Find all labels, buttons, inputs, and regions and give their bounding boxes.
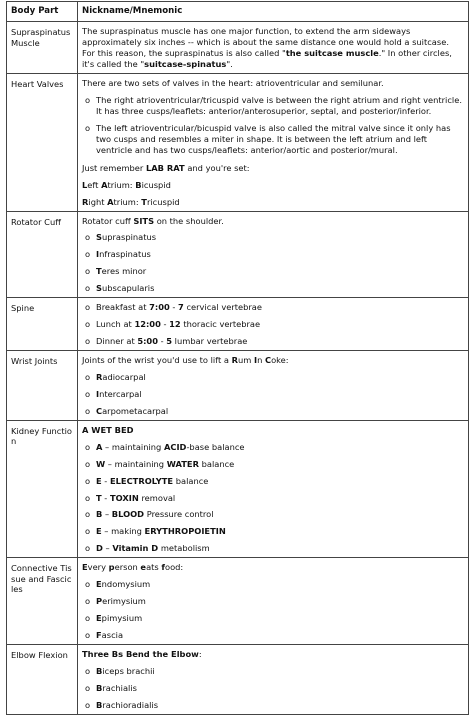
text-run: nfraspinatus [99, 249, 151, 260]
text-run: upraspinatus [101, 232, 157, 243]
list-item [82, 630, 464, 641]
mnemonic-list [82, 442, 464, 555]
text-run: balance [198, 458, 235, 469]
bold-text: D [96, 543, 103, 554]
list-item [82, 389, 464, 400]
list-item [82, 266, 464, 277]
text-run: ats [146, 562, 162, 573]
text-run: ntercarpal [99, 388, 142, 399]
table-row [7, 74, 469, 211]
list-item [82, 459, 464, 470]
list-item [82, 476, 464, 487]
bold-text: R [231, 355, 239, 366]
list-item [82, 613, 464, 624]
bold-text: BLOOD [111, 509, 145, 520]
text-run: Breakfast at [96, 302, 150, 313]
bullet-icon: o [85, 475, 91, 486]
bold-text: C [96, 405, 103, 416]
list-item [82, 509, 464, 520]
body-part-cell-rotator-cuff: Rotator Cuff [7, 211, 78, 298]
table-row [7, 558, 469, 645]
mnemonic-list [82, 666, 464, 711]
body-part-cell-wrist-joints: Wrist Joints [7, 351, 78, 421]
bold-text: E [82, 562, 88, 573]
bold-text: B [96, 699, 103, 710]
mnemonic-list [82, 579, 464, 641]
body-part-cell-spine: Spine [7, 298, 78, 351]
text-run: ". [226, 59, 233, 70]
bullet-icon: o [85, 579, 91, 590]
bold-text: S [96, 283, 102, 294]
list-item [82, 493, 464, 504]
list-item [82, 683, 464, 694]
text-run: ." In other circles, it's called the " [82, 48, 452, 70]
bullet-icon: o [85, 596, 91, 607]
list-item [82, 123, 464, 156]
bold-text: S [96, 232, 102, 243]
bullet-icon: o [85, 232, 91, 243]
list-item [82, 249, 464, 260]
table-row [7, 644, 469, 714]
mnemonic-cell-heart-valves [78, 74, 469, 211]
bold-text: p [108, 562, 115, 573]
text-run: ndomysium [101, 579, 151, 590]
bold-text: E [96, 526, 102, 537]
list-item [82, 283, 464, 294]
table-row [7, 420, 469, 558]
text-run: um [238, 355, 254, 366]
bullet-icon: o [85, 509, 91, 520]
mnemonic-list [82, 95, 464, 156]
table-body [7, 22, 469, 714]
text-run: - [101, 475, 110, 486]
bold-text: B [96, 665, 103, 676]
table-row [7, 22, 469, 74]
body-part-cell-elbow-flexion: Elbow Flexion [7, 644, 78, 714]
bold-text: B [96, 682, 103, 693]
bullet-icon: o [85, 630, 91, 641]
text-run: icuspid [141, 179, 171, 190]
text-run: erimysium [102, 596, 146, 607]
bullet-icon: o [85, 336, 91, 347]
list-item [82, 442, 464, 453]
text-run: – [102, 543, 113, 554]
mnemonic-paragraph [82, 425, 464, 436]
mnemonic-cell-spine [78, 298, 469, 351]
mnemonic-cell-wrist-joints [78, 351, 469, 421]
bold-text: B [135, 179, 142, 190]
bullet-icon: o [85, 441, 91, 452]
text-run: ricuspid [146, 196, 180, 207]
text-run: -base balance [186, 441, 245, 452]
text-run: iceps brachii [102, 665, 155, 676]
list-item [82, 543, 464, 554]
mnemonic-list [82, 372, 464, 417]
text-run: Joints of the wrist you'd use to lift a [82, 355, 232, 366]
mnemonic-table [6, 1, 469, 715]
text-run: ood: [165, 562, 184, 573]
bold-text: T [96, 266, 102, 277]
text-run: Rotator cuff [82, 215, 134, 226]
table-row [7, 298, 469, 351]
bold-text: 7 [178, 302, 184, 313]
text-run: removal [138, 492, 176, 503]
bullet-icon: o [85, 95, 91, 106]
text-run: rachioradialis [102, 699, 159, 710]
list-item [82, 336, 464, 347]
bold-text: I [96, 249, 100, 260]
mnemonic-paragraph [82, 355, 464, 366]
bold-text: C [265, 355, 272, 366]
text-run: : [198, 648, 202, 659]
text-run: and you're set: [184, 162, 250, 173]
text-run: - [169, 302, 179, 313]
mnemonic-paragraph [82, 78, 464, 89]
bold-text: B [96, 509, 103, 520]
bold-text: WATER [166, 458, 199, 469]
bold-text: A [107, 196, 114, 207]
text-run: - [101, 492, 110, 503]
mnemonic-paragraph [82, 26, 464, 70]
bold-text: 12:00 [134, 319, 161, 330]
bold-text: ACID [163, 441, 187, 452]
text-run: Just remember [82, 162, 146, 173]
text-run: – making [101, 526, 145, 537]
list-item [82, 406, 464, 417]
bold-text: W [96, 458, 106, 469]
text-run: – maintaining [105, 458, 167, 469]
text-run: oke: [271, 355, 289, 366]
bold-text: L [82, 179, 88, 190]
bold-text: I [96, 388, 100, 399]
text-run: - [160, 319, 170, 330]
bullet-icon: o [85, 699, 91, 710]
text-run: ight [88, 196, 108, 207]
list-item [82, 95, 464, 117]
bold-text: E [96, 475, 102, 486]
text-run: – maintaining [102, 441, 164, 452]
text-run: pimysium [101, 613, 143, 624]
bold-text: 5:00 [137, 336, 158, 347]
bullet-icon: o [85, 249, 91, 260]
mnemonic-cell-elbow-flexion [78, 644, 469, 714]
bold-text: E [96, 579, 102, 590]
text-run: lumbar vertebrae [172, 336, 248, 347]
bullet-icon: o [85, 302, 91, 313]
text-run: - [157, 336, 167, 347]
list-item [82, 700, 464, 711]
body-part-cell-heart-valves: Heart Valves [7, 74, 78, 211]
text-run: n [257, 355, 265, 366]
bold-text: e [140, 562, 147, 573]
mnemonic-cell-connective-tissue-and-fascicles [78, 558, 469, 645]
bold-text: Vitamin D [112, 543, 159, 554]
body-part-cell-supraspinatus-muscle: Supraspinatus Muscle [7, 22, 78, 74]
bold-text: I [254, 355, 258, 366]
text-run: on the shoulder. [154, 215, 224, 226]
bold-text: 12 [169, 319, 181, 330]
bold-text: f [161, 562, 165, 573]
bold-text: 7:00 [149, 302, 170, 313]
bullet-icon: o [85, 543, 91, 554]
mnemonic-cell-rotator-cuff [78, 211, 469, 298]
table-header-row [7, 2, 469, 22]
text-run: balance [173, 475, 209, 486]
list-item [82, 596, 464, 607]
bold-text: R [82, 196, 89, 207]
header-nickname-mnemonic: Nickname/Mnemonic [78, 2, 469, 22]
text-run: trium: [107, 179, 136, 190]
text-run: Dinner at [96, 336, 138, 347]
list-item [82, 372, 464, 383]
bold-text: E [96, 613, 102, 624]
text-run: Lunch at [96, 319, 135, 330]
text-run: ascia [101, 630, 124, 641]
text-run: eres minor [101, 266, 147, 277]
bold-text: SITS [133, 215, 155, 226]
bullet-icon: o [85, 122, 91, 133]
bullet-icon: o [85, 682, 91, 693]
list-item [82, 232, 464, 243]
body-part-cell-kidney-function: Kidney Function [7, 420, 78, 558]
text-run: erson [114, 562, 141, 573]
list-item [82, 319, 464, 330]
bold-text: F [96, 630, 102, 641]
text-run: rachialis [102, 682, 137, 693]
bold-text: 5 [166, 336, 173, 347]
table-row [7, 211, 469, 298]
header-body-part: Body Part [7, 2, 78, 22]
mnemonic-paragraph [82, 163, 464, 174]
text-run: trium: [113, 196, 142, 207]
bold-text: Three Bs Bend the Elbow [82, 648, 199, 659]
text-run: The left atrioventricular/bicuspid valve is also called the mitral valve since it only has two cusps and resembles a miter in shape. It is between the left atrium and left ventricle and has two cusps/leaflets: anterior/aortic and posterior/mural. [96, 122, 451, 155]
text-run: thoracic vertebrae [180, 319, 261, 330]
mnemonic-paragraph [82, 216, 464, 227]
bold-text: R [96, 371, 103, 382]
bold-text: ELECTROLYTE [109, 475, 174, 486]
text-run: metabolism [158, 543, 210, 554]
bullet-icon: o [85, 492, 91, 503]
bullet-icon: o [85, 526, 91, 537]
text-run: The supraspinatus muscle has one major function, to extend the arm sideways approximately six inches -- which is about the same distance one would hold a suitcase. For this reason, the supraspinatus is also called " [82, 26, 449, 59]
bullet-icon: o [85, 405, 91, 416]
text-run: eft [87, 179, 102, 190]
mnemonic-list [82, 302, 464, 347]
table-row [7, 351, 469, 421]
bold-text: A [96, 441, 103, 452]
text-run: arpometacarpal [102, 405, 169, 416]
bullet-icon: o [85, 371, 91, 382]
bullet-icon: o [85, 283, 91, 294]
mnemonic-paragraph [82, 562, 464, 573]
list-item [82, 579, 464, 590]
mnemonic-paragraph [82, 197, 464, 208]
bold-text: A [101, 179, 108, 190]
bullet-icon: o [85, 458, 91, 469]
bullet-icon: o [85, 613, 91, 624]
text-run: adiocarpal [102, 371, 146, 382]
bullet-icon: o [85, 319, 91, 330]
bold-text: T [96, 492, 102, 503]
text-run: ubscapularis [101, 283, 155, 294]
body-part-cell-connective-tissue-and-fascicles: Connective Tissue and Fascicles [7, 558, 78, 645]
text-run: There are two sets of valves in the heart: atrioventricular and semilunar. [82, 78, 384, 89]
bold-text: A WET BED [82, 424, 134, 435]
text-run: – [102, 509, 112, 520]
mnemonic-cell-kidney-function [78, 420, 469, 558]
mnemonic-paragraph [82, 649, 464, 660]
text-run: The right atrioventricular/tricuspid valve is between the right atrium and right ventricle. It has three cusps/leaflets: anterior/anterosuperior, septal, and posterior/inferior. [96, 95, 462, 116]
bold-text: the suitcase muscle [285, 48, 379, 59]
bold-text: ERYTHROPOIETIN [144, 526, 226, 537]
list-item [82, 666, 464, 677]
bold-text: LAB RAT [145, 162, 185, 173]
text-run: very [87, 562, 109, 573]
bullet-icon: o [85, 388, 91, 399]
bullet-icon: o [85, 665, 91, 676]
bold-text: TOXIN [109, 492, 139, 503]
bullet-icon: o [85, 266, 91, 277]
text-run: cervical vertebrae [183, 302, 262, 313]
mnemonic-cell-supraspinatus-muscle [78, 22, 469, 74]
mnemonic-list [82, 232, 464, 294]
list-item [82, 526, 464, 537]
bold-text: T [141, 196, 147, 207]
text-run: Pressure control [144, 509, 214, 520]
bold-text: P [96, 596, 103, 607]
list-item [82, 302, 464, 313]
mnemonic-paragraph [82, 180, 464, 191]
bold-text: suitcase-spinatus [144, 59, 227, 70]
